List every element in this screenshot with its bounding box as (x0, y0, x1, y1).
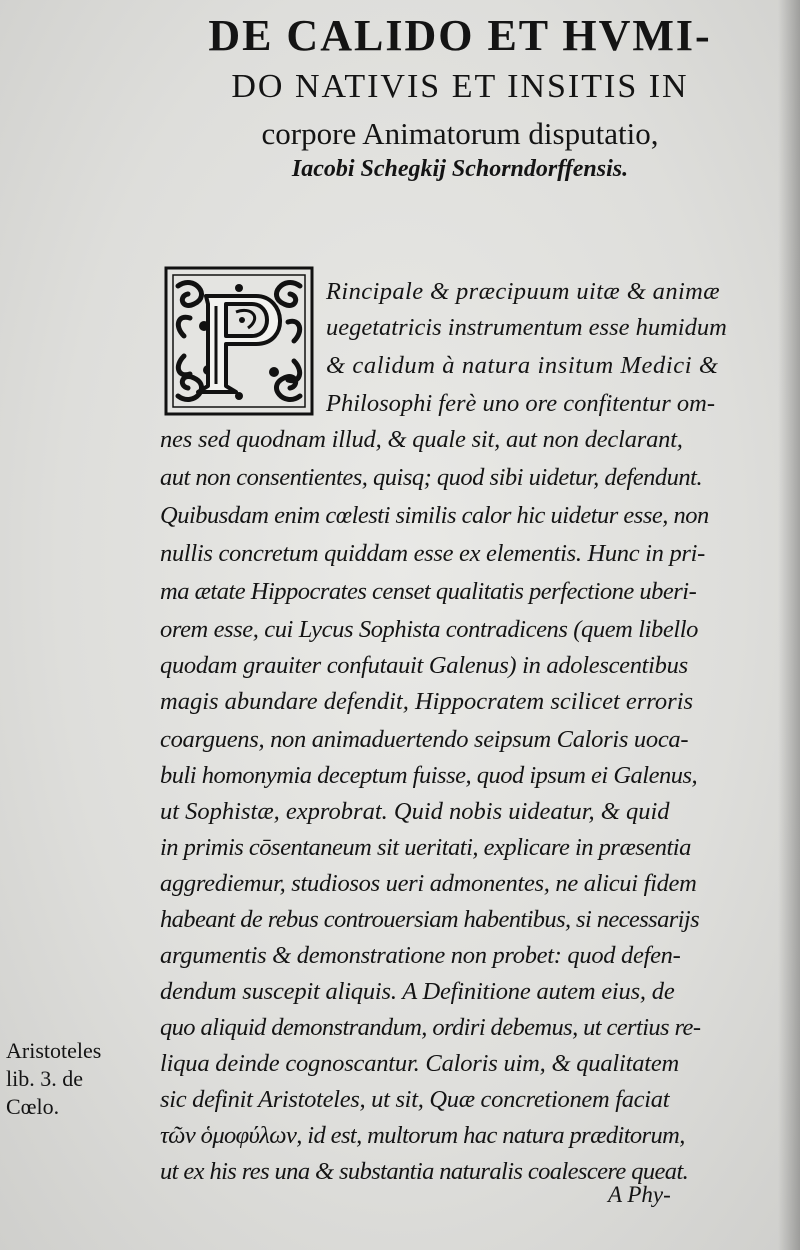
text-line: buli homonymia deceptum fuisse, quod ipsum ei Galenus, (160, 762, 698, 789)
catchword: A Phy- (608, 1182, 671, 1207)
text-line: magis abundare defendit, Hippocratem scilicet erroris (160, 688, 694, 715)
text-line: quo aliquid demonstrandum, ordiri debemus, ut certius re- (160, 1014, 701, 1041)
title-line-3: corpore Animatorum disputatio, (261, 116, 659, 151)
text-line: aut non consentientes, quisq; quod sibi uidetur, defendunt. (160, 464, 703, 491)
text-line: τῶν ὁμοφύλων, id est, multorum hac natura præditorum, (160, 1122, 685, 1149)
text-line: & calidum à natura insitum Medici & (326, 352, 719, 379)
text-line: uegetatricis instrumentum esse humidum (326, 314, 727, 341)
text-line: in primis cōsentaneum sit ueritati, explicare in præsentia (160, 834, 691, 861)
text-line: Rincipale & præcipuum uitæ & animæ (326, 278, 721, 305)
text-line: sic definit Aristoteles, ut sit, Quæ concretionem faciat (160, 1086, 670, 1113)
marginal-note-line: Cœlo. (6, 1094, 60, 1119)
marginal-note-line: Aristoteles (6, 1038, 102, 1063)
text-line: ut ex his res una & substantia naturalis coalescere queat. (160, 1158, 689, 1185)
text-line: Philosophi ferè uno ore confitentur om- (326, 390, 715, 417)
text-line: quodam grauiter confutauit Galenus) in adolescentibus (160, 652, 688, 679)
page-gutter-shadow (778, 0, 800, 1250)
text-line: Quibusdam enim cœlesti similis calor hic uidetur esse, non (160, 502, 709, 529)
text-line: dendum suscepit aliquis. A Definitione autem eius, de (160, 978, 675, 1005)
text-line: nes sed quodnam illud, & quale sit, aut non declarant, (160, 426, 683, 453)
text-line: habeant de rebus controuersiam habentibus, si necessarijs (160, 906, 700, 933)
text-line: orem esse, cui Lycus Sophista contradicens (quem libello (160, 616, 699, 643)
text-line: ut Sophistæ, exprobrat. Quid nobis uideatur, & quid (160, 798, 670, 825)
decorated-initial-p (164, 266, 314, 416)
text-line: aggrediemur, studiosos ueri admonentes, ne alicui fidem (160, 870, 697, 897)
author-line: Iacobi Schegkij Schorndorffensis. (291, 156, 629, 182)
title-line-2: DO NATIVIS ET INSITIS IN (231, 68, 689, 105)
text-line: liqua deinde cognoscantur. Caloris uim, & qualitatem (160, 1050, 680, 1077)
text-line: coarguens, non animaduertendo seipsum Caloris uoca- (160, 726, 689, 753)
text-line: argumentis & demonstratione non probet: quod defen- (160, 942, 681, 969)
text-line: nullis concretum quiddam esse ex elementis. Hunc in pri- (160, 540, 705, 567)
marginal-note-line: lib. 3. de (6, 1066, 83, 1091)
title-line-1: DE CALIDO ET HVMI- (208, 11, 712, 60)
text-line: ma ætate Hippocrates censet qualitatis perfectione uberi- (160, 578, 697, 605)
